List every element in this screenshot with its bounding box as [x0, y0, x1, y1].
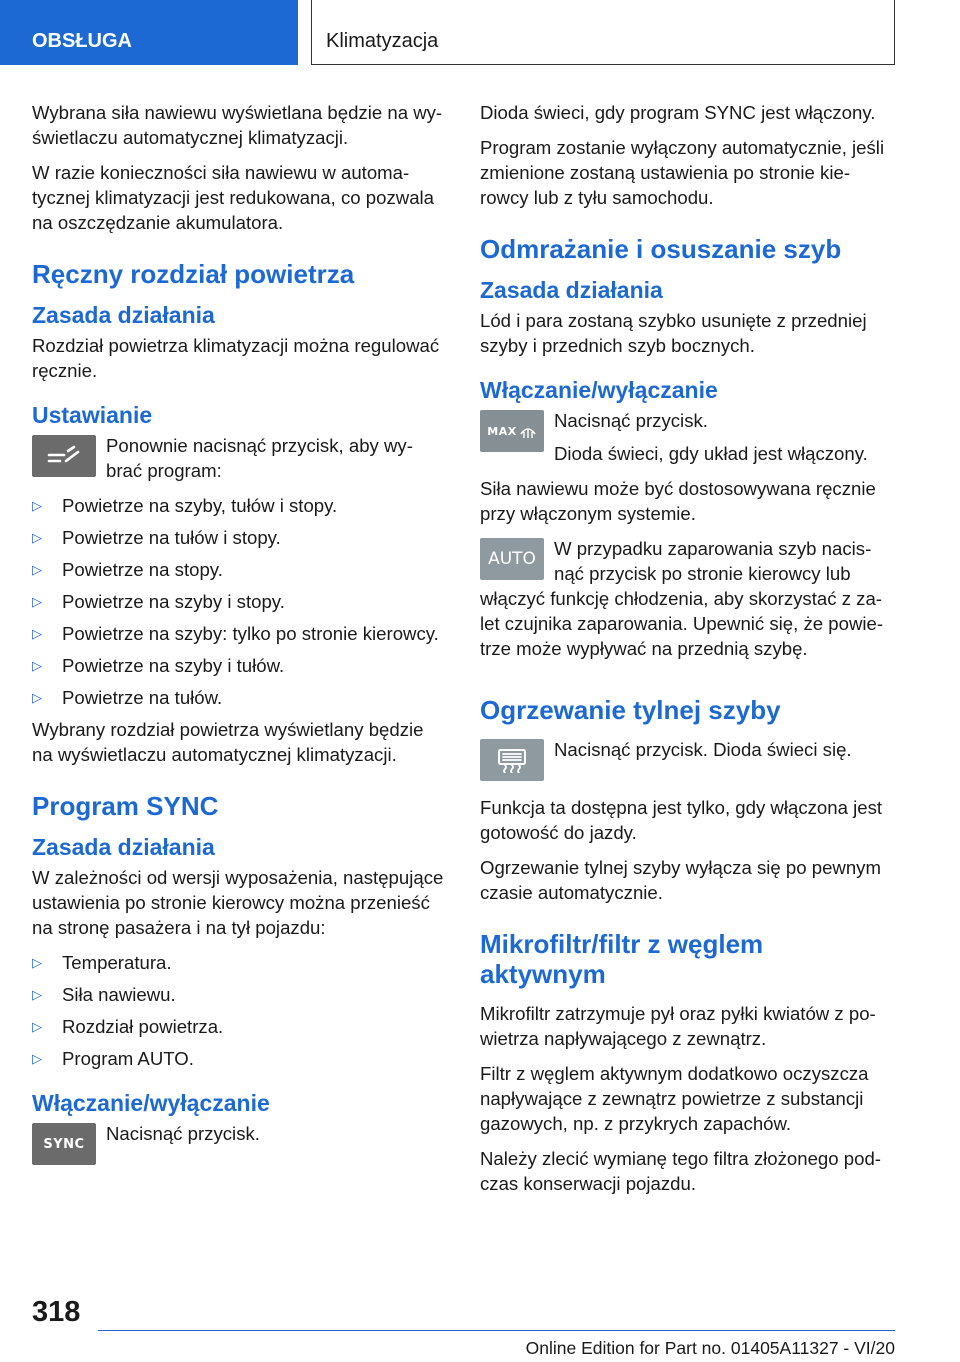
air-distribution-button-row: [32, 433, 448, 483]
heading-microfilter: Mikrofiltr/filtr z węglem aktywnym: [480, 929, 764, 989]
list-item: ▷ Rozdział powietrza.: [32, 1016, 224, 1037]
triangle-bullet-icon: ▷: [32, 1051, 42, 1066]
list-item: ▷ Powietrze na tułów.: [32, 687, 223, 708]
paragraph: Program zostanie wyłączony automatycznie, jeśli zmienione zostaną ustawienia po stronie kie‐rowcy lub z tyłu samochodu.: [480, 137, 885, 208]
triangle-bullet-icon: ▷: [32, 626, 42, 641]
subheading-principle: Zasada działania: [32, 834, 215, 860]
page-number: 318: [32, 1296, 81, 1328]
subheading-principle: Zasada działania: [32, 302, 215, 328]
paragraph: Funkcja ta dostępna jest tylko, gdy włączona jest gotowość do jazdy.: [480, 797, 883, 843]
heading-sync-program: Program SYNC: [32, 791, 219, 821]
paragraph: Dioda świeci, gdy program SYNC jest włączony.: [480, 102, 876, 123]
list-item: ▷ Powietrze na tułów i stopy.: [32, 527, 281, 548]
subheading-setting: Ustawianie: [32, 402, 153, 428]
triangle-bullet-icon: ▷: [32, 498, 42, 513]
paragraph: Ponownie nacisnąć przycisk, aby wy‐brać program:: [106, 435, 413, 481]
triangle-bullet-icon: ▷: [32, 690, 42, 705]
triangle-bullet-icon: ▷: [32, 562, 42, 577]
section-tab: OBSŁUGA: [0, 0, 298, 65]
list-item: ▷ Powietrze na szyby: tylko po stronie kierowcy.: [32, 623, 439, 644]
rear-heating-button-row: [480, 737, 896, 785]
triangle-bullet-icon: ▷: [32, 1019, 42, 1034]
auto-button-icon: AUTO: [480, 538, 544, 580]
subheading-on-off: Włączanie/wyłączanie: [32, 1090, 270, 1116]
list-item: ▷ Temperatura.: [32, 952, 172, 973]
list-item: ▷ Siła nawiewu.: [32, 984, 176, 1005]
paragraph: Wybrany rozdział powietrza wyświetlany będzie na wyświetlaczu automatycznej klimatyzacji.: [32, 719, 424, 765]
max-defrost-button-icon: MAX: [480, 410, 544, 452]
paragraph: W przypadku zaparowania szyb nacis‐nąć przycisk po stronie kierowcy lub włączyć funkcję chłodzenia, aby skorzystać z za‐let czujnika zaparowania. Upewnić się, że powie‐trze może wypływać na przednią szybę.: [480, 538, 884, 659]
rear-window-heating-icon: [480, 739, 544, 781]
triangle-bullet-icon: ▷: [32, 594, 42, 609]
sync-button-row: [32, 1121, 448, 1169]
chapter-title: Klimatyzacja: [311, 0, 895, 65]
subheading-principle: Zasada działania: [480, 277, 663, 303]
list-item: ▷ Powietrze na szyby i tułów.: [32, 655, 285, 676]
max-defrost-button-row: [480, 408, 896, 466]
sync-settings-list: [32, 950, 448, 1071]
paragraph: Lód i para zostaną szybko usunięte z przedniej szyby i przednich szyb bocznych.: [480, 310, 867, 356]
edition-note: Online Edition for Part no. 01405A11327 - VI/20: [525, 1338, 895, 1358]
list-item: ▷ Program AUTO.: [32, 1048, 194, 1069]
paragraph: Ogrzewanie tylnej szyby wyłącza się po pewnym czasie automatycznie.: [480, 857, 881, 903]
heading-manual-distribution: Ręczny rozdział powietrza: [32, 259, 355, 289]
program-list: [32, 493, 448, 710]
list-item: ▷ Powietrze na szyby i stopy.: [32, 591, 285, 612]
paragraph: Nacisnąć przycisk. Dioda świeci się.: [554, 739, 852, 760]
list-item: ▷ Powietrze na stopy.: [32, 559, 223, 580]
triangle-bullet-icon: ▷: [32, 955, 42, 970]
triangle-bullet-icon: ▷: [32, 987, 42, 1002]
paragraph: Nacisnąć przycisk.: [106, 1123, 260, 1144]
paragraph: Rozdział powietrza klimatyzacji można regulować ręcznie.: [32, 335, 440, 381]
paragraph: Nacisnąć przycisk.: [554, 410, 708, 431]
heading-rear-window-heating: Ogrzewanie tylnej szyby: [480, 695, 781, 725]
paragraph: Dioda świeci, gdy układ jest włączony.: [554, 443, 868, 464]
heading-defrost: Odmrażanie i osuszanie szyb: [480, 234, 842, 264]
paragraph: Wybrana siła nawiewu wyświetlana będzie na wy‐świetlaczu automatycznej klimatyzacji.: [32, 102, 443, 148]
list-item: ▷ Powietrze na szyby, tułów i stopy.: [32, 495, 338, 516]
paragraph: Mikrofiltr zatrzymuje pył oraz pyłki kwiatów z po‐wietrza napływającego z zewnątrz.: [480, 1003, 876, 1049]
sync-button-icon: SYNC: [32, 1123, 96, 1165]
subheading-on-off: Włączanie/wyłączanie: [480, 377, 718, 403]
air-distribution-button-icon: [32, 435, 96, 477]
paragraph: Należy zlecić wymianę tego filtra złożonego pod‐czas konserwacji pojazdu.: [480, 1148, 881, 1194]
right-column: [480, 100, 896, 1206]
triangle-bullet-icon: ▷: [32, 658, 42, 673]
triangle-bullet-icon: ▷: [32, 530, 42, 545]
paragraph: Filtr z węglem aktywnym dodatkowo oczyszcza napływające z zewnątrz powietrze z substancji gazowych, np. z przykrych zapachów.: [480, 1063, 869, 1134]
paragraph: W zależności od wersji wyposażenia, następujące ustawienia po stronie kierowcy można przenieść na stronę pasażera i na tył pojazdu:: [32, 867, 444, 938]
left-column: [32, 100, 448, 1179]
footer-rule: [98, 1330, 895, 1331]
paragraph: Siła nawiewu może być dostosowywana ręcznie przy włączonym systemie.: [480, 478, 876, 524]
paragraph: W razie konieczności siła nawiewu w automa‐tycznej klimatyzacji jest redukowana, co pozwala na oszczędzanie akumulatora.: [32, 162, 435, 233]
auto-button-paragraph: [480, 536, 896, 671]
